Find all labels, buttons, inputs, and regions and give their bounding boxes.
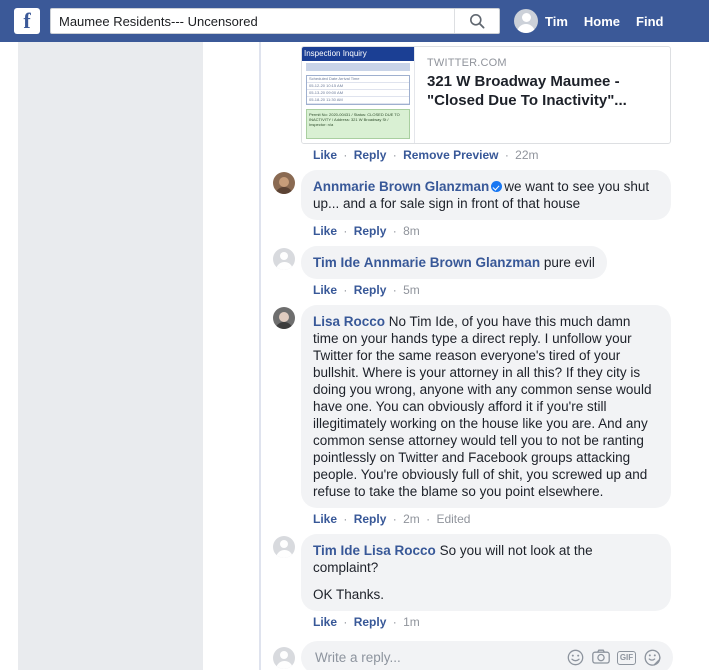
timestamp[interactable]: 22m (515, 148, 539, 162)
reply-composer-row (203, 631, 709, 670)
like-button[interactable]: Like (313, 224, 338, 238)
action-separator: · (343, 283, 348, 297)
sticker-icon[interactable] (644, 649, 661, 666)
comment-actions (301, 611, 671, 631)
comment-actions (301, 220, 671, 240)
action-separator: · (343, 148, 348, 162)
top-right-links (514, 9, 663, 33)
avatar[interactable] (273, 536, 295, 558)
reply-button[interactable]: Reply (353, 283, 387, 297)
composer-icons (567, 649, 661, 666)
comment-body (301, 170, 671, 240)
comment-item (203, 528, 709, 631)
comment-item (203, 164, 709, 240)
thumbnail-table (306, 75, 410, 105)
reply-button[interactable]: Reply (353, 148, 387, 162)
comment-actions (301, 508, 671, 528)
facebook-logo-icon[interactable]: f (14, 8, 40, 34)
search-bar[interactable] (50, 8, 500, 34)
comment-text: No Tim Ide, of you have this much damn time on your hands type a direct reply. I unfollow your Twitter for the same reason everyone's tired of your bullshit. Where is your attorney in all this? If they city is doing you wrong, anyone with any common sense would have one. You can obviously afford it if you're still illegitimately working on the house like you are. And any common sense attorney would tell you to not be ranting pointlessly on Twitter and Facebook groups attacking people. You're obviously full of shit, you screwed up and refuse to take the blame so you point elsewhere. (313, 314, 652, 499)
comment-body (301, 246, 607, 299)
action-separator: · (343, 224, 348, 238)
like-button[interactable]: Like (313, 148, 338, 162)
thumbnail-header-text: Inspection Inquiry (302, 47, 414, 61)
home-link[interactable]: Home (583, 13, 621, 29)
thumbnail-table-row: Scheduled Date Arrival Time (307, 76, 409, 83)
action-separator: · (392, 283, 397, 297)
avatar[interactable] (273, 248, 295, 270)
top-navigation-bar (0, 0, 709, 42)
comment-bubble (301, 534, 671, 611)
like-button[interactable]: Like (313, 512, 338, 526)
comment-item (203, 299, 709, 528)
profile-link[interactable] (514, 9, 568, 33)
comment-body (301, 534, 671, 631)
reply-composer[interactable] (301, 641, 673, 670)
emoji-icon[interactable] (567, 649, 584, 666)
tagged-user[interactable]: Lisa Rocco (363, 543, 436, 558)
thumbnail-green-panel: Permit No: 2020-00431 / Status: CLOSED DUE TO INACTIVITY / Address: 321 W Broadway St / Inspector: n/a (306, 109, 410, 139)
avatar (514, 9, 538, 33)
comment-author[interactable]: Tim Ide (313, 255, 361, 270)
link-preview-row (203, 46, 709, 144)
tagged-user[interactable]: Annmarie Brown Glanzman (363, 255, 541, 270)
like-button[interactable]: Like (313, 615, 338, 629)
find-friends-link[interactable]: Find (636, 13, 664, 29)
search-icon (469, 13, 485, 29)
comment-thread-column (203, 42, 709, 670)
search-button[interactable] (454, 9, 499, 33)
timestamp[interactable]: 5m (403, 283, 420, 297)
comment-text: pure evil (543, 255, 595, 270)
comment-actions (301, 144, 539, 164)
reply-button[interactable]: Reply (353, 224, 387, 238)
link-preview-title: 321 W Broadway Maumee - "Closed Due To Inactivity"... (427, 73, 627, 109)
comment-text: we want to see you shut up... and a for sale sign in front of that house (313, 179, 650, 211)
comment-item (203, 240, 709, 299)
avatar[interactable] (273, 307, 295, 329)
thumbnail-table-row: 05-12-20 10:15 AM (307, 83, 409, 90)
comment-bubble (301, 246, 607, 279)
timestamp[interactable]: 8m (403, 224, 420, 238)
thumbnail-table-row: 05-13-20 09:00 AM (307, 90, 409, 97)
comment-bubble (301, 305, 671, 508)
link-preview-card[interactable] (301, 46, 671, 144)
reply-button[interactable]: Reply (353, 615, 387, 629)
action-separator: · (392, 512, 397, 526)
action-separator: · (504, 148, 509, 162)
link-preview-domain: TWITTER.COM (427, 57, 507, 69)
timestamp[interactable]: 2m (403, 512, 420, 526)
profile-name: Tim (545, 13, 568, 29)
comment-actions (301, 279, 607, 299)
preview-actions-row (203, 144, 709, 164)
action-separator: · (392, 615, 397, 629)
comment-author[interactable]: Annmarie Brown Glanzman (313, 179, 490, 194)
timestamp[interactable]: 1m (403, 615, 420, 629)
gif-icon[interactable]: GIF (617, 651, 636, 665)
thumbnail-table-row: 05-18-20 11:30 AM (307, 97, 409, 104)
avatar (273, 647, 295, 669)
link-preview-thumbnail (302, 47, 415, 143)
action-separator: · (343, 615, 348, 629)
thumbnail-subheader-bar (306, 63, 410, 71)
comment-thread (203, 42, 709, 670)
comment-bubble (301, 170, 671, 220)
verified-badge-icon (491, 181, 502, 192)
action-separator: · (392, 224, 397, 238)
comment-author[interactable]: Tim Ide (313, 543, 361, 558)
edited-label: Edited (436, 512, 471, 526)
link-preview-text (415, 47, 670, 143)
action-separator: · (392, 148, 397, 162)
action-separator: · (343, 512, 348, 526)
page-background (18, 42, 203, 670)
browser-left-gutter (0, 42, 18, 670)
avatar[interactable] (273, 172, 295, 194)
comment-text-second-line: OK Thanks. (313, 587, 385, 602)
remove-preview-button[interactable]: Remove Preview (403, 148, 499, 162)
action-separator: · (426, 512, 431, 526)
comment-body (301, 305, 671, 528)
reply-button[interactable]: Reply (353, 512, 387, 526)
comment-author[interactable]: Lisa Rocco (313, 314, 386, 329)
camera-icon[interactable] (592, 649, 609, 666)
like-button[interactable]: Like (313, 283, 338, 297)
reply-input[interactable] (313, 649, 567, 666)
comment-text: So you will not look at the complaint? (313, 543, 593, 575)
search-input[interactable] (51, 10, 454, 32)
